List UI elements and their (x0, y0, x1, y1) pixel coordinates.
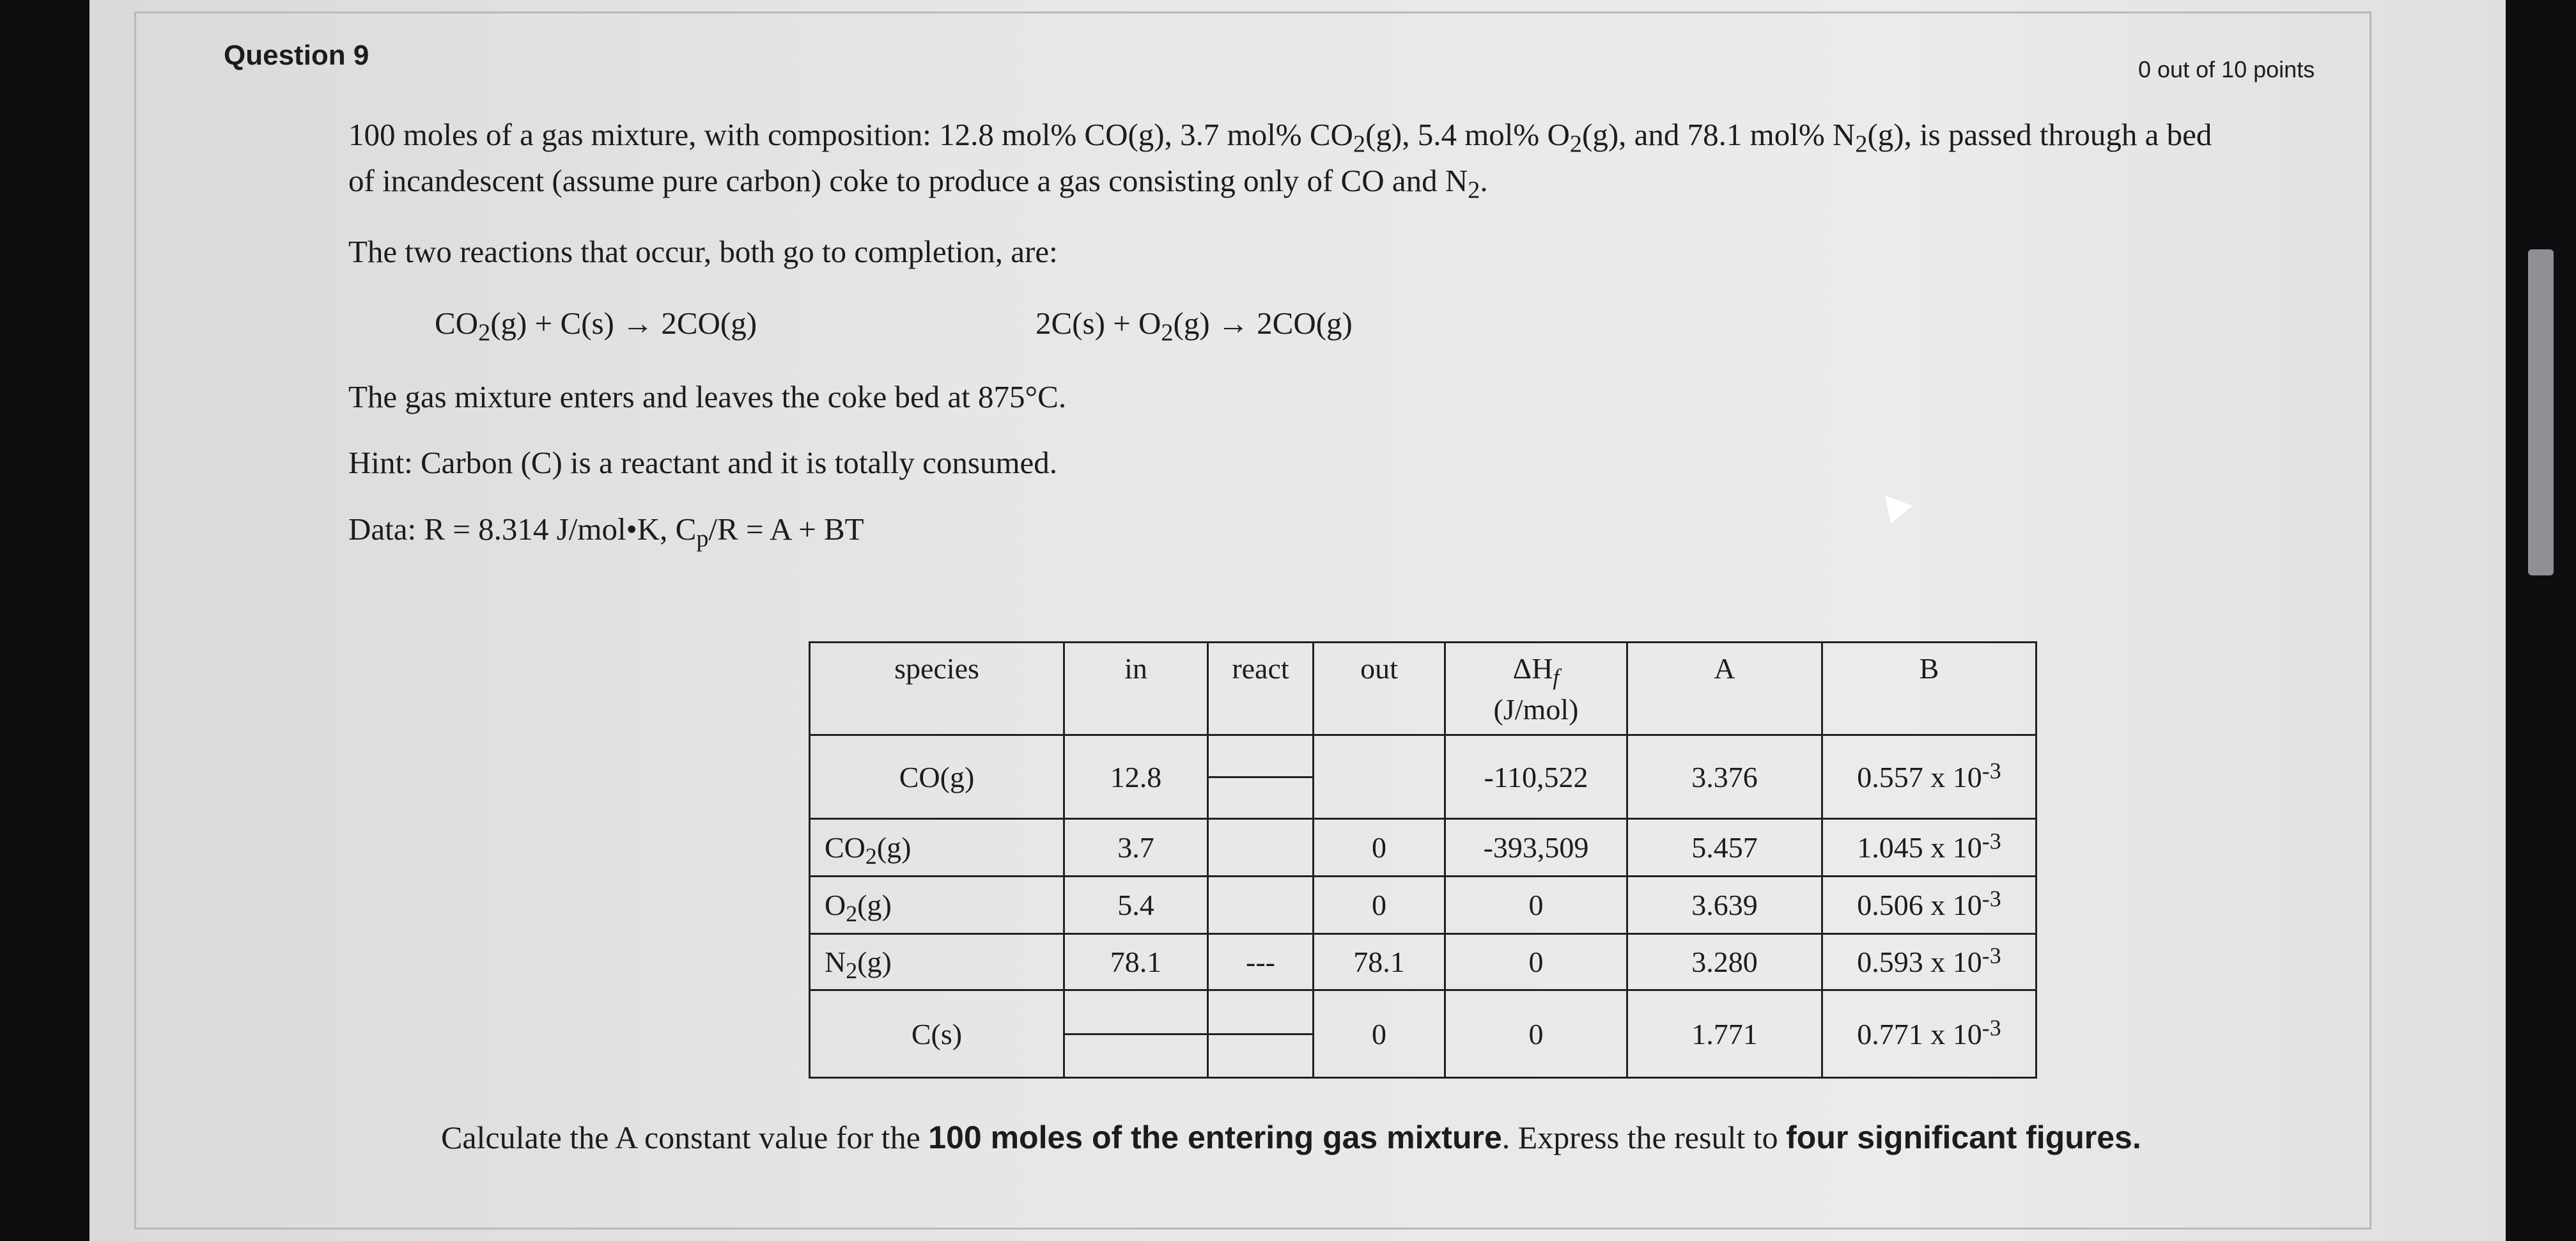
cell-dhf: -110,522 (1445, 735, 1627, 819)
header-out: out (1314, 643, 1445, 735)
cell-species: $CO_2(g)$ (810, 819, 1064, 877)
cell-b: 0.593 x $10^{-3}$ (1822, 934, 2037, 990)
cell-dhf: -393,509 (1445, 819, 1627, 877)
cell-in: 5.4 (1064, 877, 1208, 934)
cell-species: $N_2(g)$ (810, 934, 1064, 990)
cell-a: 1.771 (1627, 990, 1822, 1078)
cell-species: $O_2(g)$ (810, 877, 1064, 934)
header-a: A (1627, 643, 1822, 735)
points-score: 0 out of 10 points (2138, 56, 2315, 82)
cell-react: --- (1208, 934, 1314, 990)
hint-statement: Hint: Carbon (C) is a reactant and it is totally consumed. (348, 445, 1058, 480)
cell-react (1208, 819, 1314, 877)
header-enthalpy: $\Delta H_f$ (J/mol) (1445, 643, 1627, 735)
header-react: react (1208, 643, 1314, 735)
cell-species: C(s) (810, 990, 1064, 1078)
browser-content (89, 0, 2506, 1241)
cell-dhf: 0 (1445, 934, 1627, 990)
cell-out: 0 (1314, 819, 1445, 877)
table-row (810, 819, 2037, 877)
problem-statement-line1: 100 moles of a gas mixture, with composition: 12.8 mol% CO(g), 3.7 mol% $CO_2(g)$, 5.4 mol% $O_2(g)$, and 78.1 mol% $N_2(g)$, is passed through a bed (348, 117, 2212, 158)
cell-out: 0 (1314, 877, 1445, 934)
temperature-statement: The gas mixture enters and leaves the coke bed at 875°C. (348, 379, 1067, 414)
data-statement: Data: R = 8.314 J/mol•K, $C_p/R = A$ + BT (348, 511, 864, 552)
cell-a: 3.639 (1627, 877, 1822, 934)
table-row (810, 990, 2037, 1078)
cell-out: 0 (1314, 990, 1445, 1078)
problem-statement-line2: of incandescent (assume pure carbon) coke to produce a gas consisting only of CO and $N_2$. (348, 163, 1488, 204)
question-instruction: Calculate the A constant value for the 100 moles of the entering gas mixture. Express the result to four significant figures. (441, 1120, 2141, 1155)
cell-react (1208, 990, 1314, 1078)
cell-in: 78.1 (1064, 934, 1208, 990)
table-row (810, 877, 2037, 934)
table-row (810, 934, 2037, 990)
cell-a: 5.457 (1627, 819, 1822, 877)
vertical-scrollbar[interactable] (2528, 249, 2554, 575)
question-title: Question 9 (224, 40, 369, 71)
table-row (810, 735, 2037, 819)
cell-a: 3.280 (1627, 934, 1822, 990)
reactions-intro: The two reactions that occur, both go to completion, are: (348, 234, 1058, 269)
header-b: B (1822, 643, 2037, 735)
cell-dhf: 0 (1445, 877, 1627, 934)
cell-in: 12.8 (1064, 735, 1208, 819)
cell-out: 78.1 (1314, 934, 1445, 990)
header-in: in (1064, 643, 1208, 735)
cell-b: 0.557 x $10^{-3}$ (1822, 735, 2037, 819)
reaction-1: $CO_2(g) + C(s) \to 2CO(g)$ (435, 306, 757, 347)
cell-b: 0.771 x $10^{-3}$ (1822, 990, 2037, 1078)
cell-species: CO(g) (810, 735, 1064, 819)
cell-react (1208, 877, 1314, 934)
cell-react (1208, 735, 1314, 819)
table-header-row (810, 643, 2037, 735)
cell-b: 1.045 x $10^{-3}$ (1822, 819, 2037, 877)
species-data-table (809, 641, 2037, 1079)
cell-a: 3.376 (1627, 735, 1822, 819)
cell-dhf: 0 (1445, 990, 1627, 1078)
reaction-2: $2C(s) + O_2(g) \to 2CO(g)$ (1036, 306, 1353, 347)
cell-in (1064, 990, 1208, 1078)
cell-in: 3.7 (1064, 819, 1208, 877)
header-species: species (810, 643, 1064, 735)
cell-out (1314, 735, 1445, 819)
cell-b: 0.506 x $10^{-3}$ (1822, 877, 2037, 934)
